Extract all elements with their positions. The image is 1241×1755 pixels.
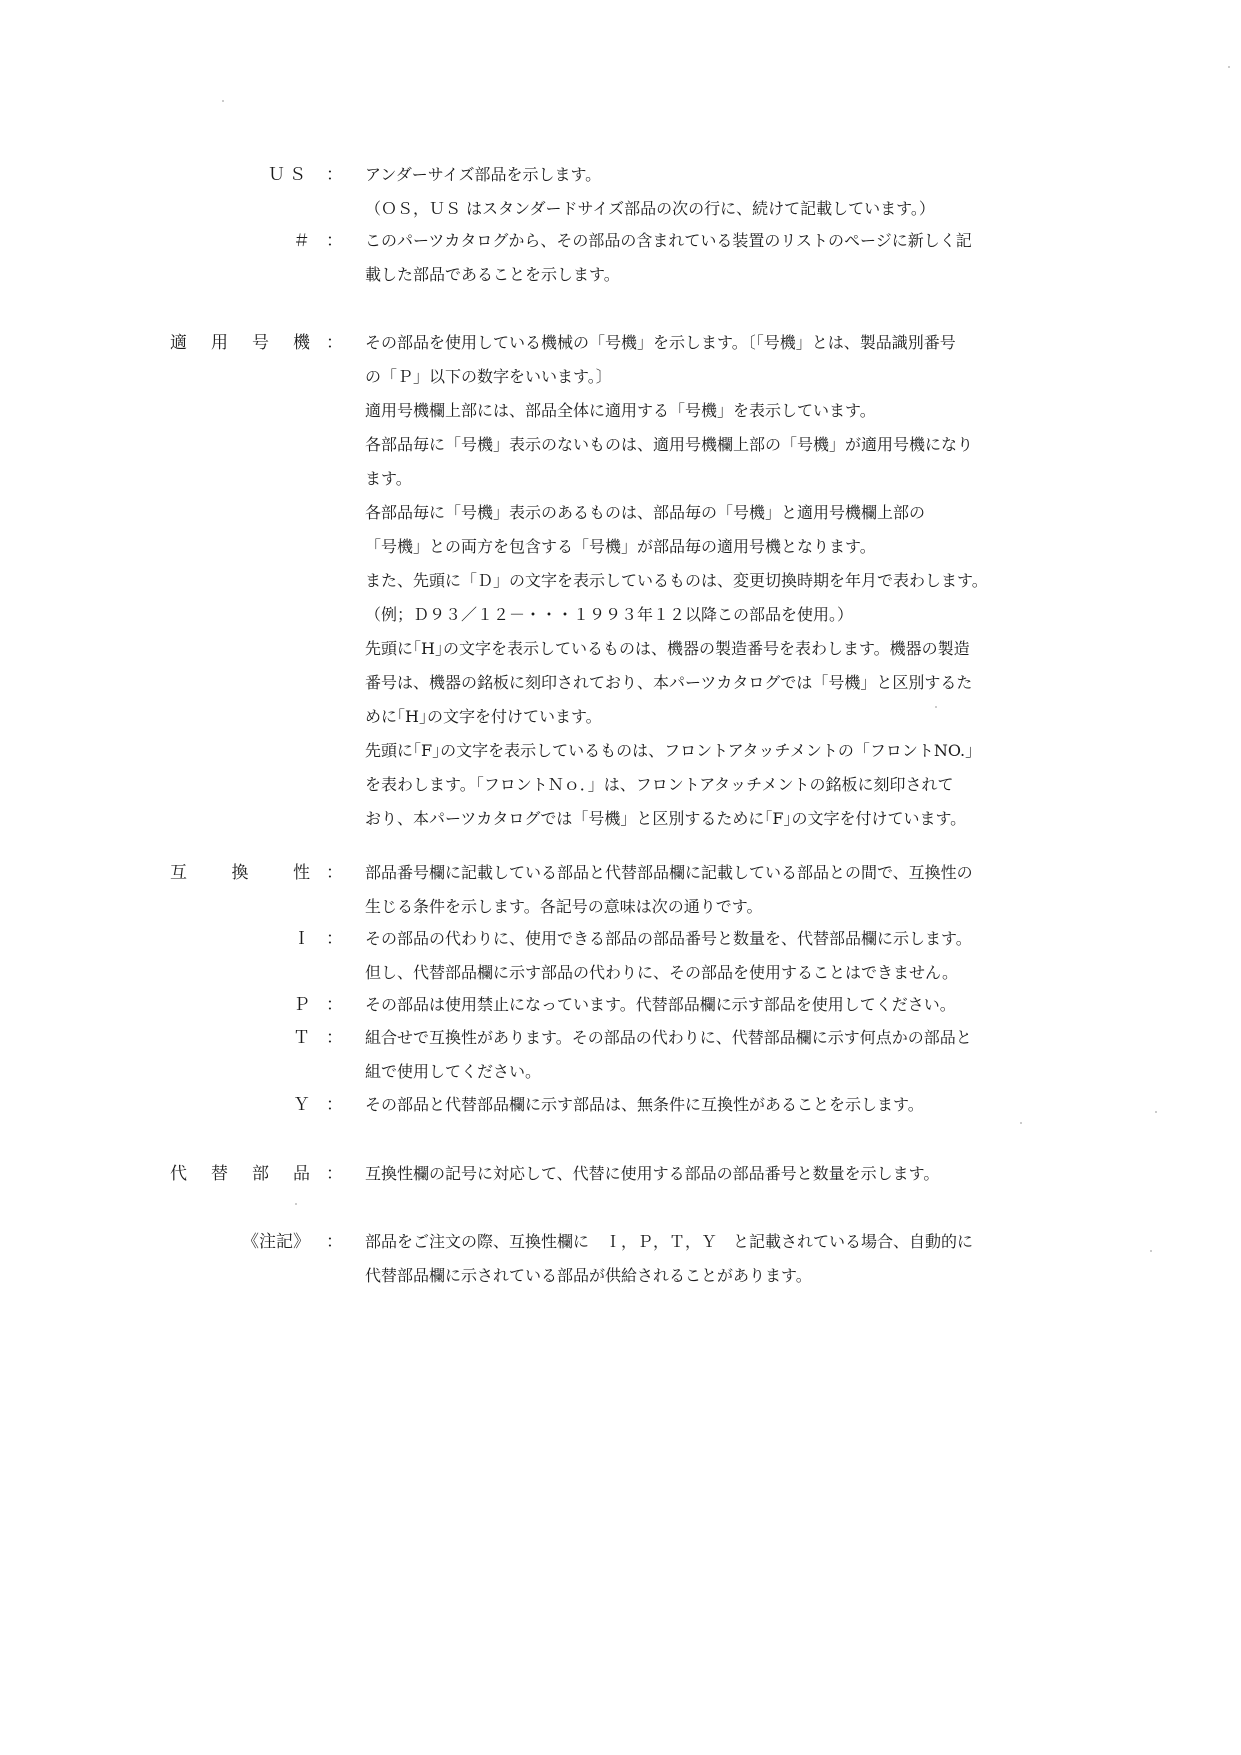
colon: ： (326, 863, 343, 883)
description-line: 「号機」との両方を包含する「号機」が部品毎の適用号機となります。 (365, 537, 876, 556)
description-compatibility (365, 856, 1125, 924)
description-line: アンダーサイズ部品を示します。 (365, 165, 602, 184)
description-line: その部品の代わりに、使用できる部品の部品番号と数量を、代替部品欄に示します。 (365, 929, 972, 948)
term-char: 機 (293, 333, 310, 353)
description-line: おり、本パーツカタログでは「号機」と区別するために｢F｣の文字を付けています。 (365, 809, 967, 828)
term-compatibility (170, 856, 310, 890)
description-note (365, 1225, 1125, 1293)
description-line: また、先頭に「Ｄ」の文字を表示しているものは、変更切換時期を年月で表わします。 (365, 571, 988, 590)
term-note: 《注記》 (242, 1232, 310, 1252)
term-char: 替 (211, 1164, 228, 1184)
description-line: （例；Ｄ９３／１２－・・・１９９３年１２以降この部品を使用。） (365, 605, 854, 624)
scan-speck (1020, 1122, 1022, 1124)
term-t: Ｔ (293, 1028, 310, 1048)
description-us (365, 158, 1125, 226)
description-y (365, 1088, 1125, 1122)
description-line: 各部品毎に「号機」表示のあるものは、部品毎の「号機」と適用号機欄上部の (365, 503, 926, 522)
description-line: の「Ｐ」以下の数字をいいます。〕 (365, 367, 612, 386)
description-applicable-machine (365, 326, 1125, 836)
term-char: 互 (170, 863, 187, 883)
description-line: その部品と代替部品欄に示す部品は、無条件に互換性があることを示します。 (365, 1095, 924, 1114)
scan-speck (295, 1203, 297, 1205)
colon: ： (326, 231, 343, 251)
term-char: 号 (252, 333, 269, 353)
scan-speck (935, 706, 937, 708)
term-char: 代 (170, 1164, 187, 1184)
description-line: 先頭に｢H｣の文字を表示しているものは、機器の製造番号を表わします。機器の製造 (365, 639, 970, 658)
description-line: その部品は使用禁止になっています。代替部品欄に示す部品を使用してください。 (365, 995, 956, 1014)
description-hash (365, 224, 1125, 292)
scan-speck (1155, 1111, 1157, 1113)
description-t (365, 1021, 1125, 1089)
term-substitute-part (170, 1157, 310, 1191)
description-line: 組で使用してください。 (365, 1062, 542, 1081)
description-i (365, 922, 1125, 990)
description-line: （ＯＳ，ＵＳ はスタンダードサイズ部品の次の行に、続けて記載しています。） (365, 199, 935, 218)
term-applicable-machine (170, 326, 310, 360)
description-line: 但し、代替部品欄に示す部品の代わりに、その部品を使用することはできません。 (365, 963, 958, 982)
scan-speck (1150, 1250, 1152, 1252)
colon: ： (326, 1232, 343, 1252)
description-line: その部品を使用している機械の「号機」を示します。〔「号機」とは、製品識別番号 (365, 333, 956, 352)
term-char: 用 (211, 333, 228, 353)
description-line: 適用号機欄上部には、部品全体に適用する「号機」を表示しています。 (365, 401, 876, 420)
colon: ： (326, 333, 343, 353)
term-char: 性 (293, 863, 310, 883)
description-line: を表わします。「フロントＮｏ．」は、フロントアタッチメントの銘板に刻印されて (365, 775, 954, 794)
term-hash: ＃ (293, 231, 310, 251)
term-us: ＵＳ (268, 165, 310, 185)
description-line: 互換性欄の記号に対応して、代替に使用する部品の部品番号と数量を示します。 (365, 1164, 940, 1183)
term-char: 品 (293, 1164, 310, 1184)
colon: ： (326, 995, 343, 1015)
description-line: このパーツカタログから、その部品の含まれている装置のリストのページに新しく記 (365, 231, 972, 250)
term-char: 部 (252, 1164, 269, 1184)
description-line: 各部品毎に「号機」表示のないものは、適用号機欄上部の「号機」が適用号機になり (365, 435, 974, 454)
description-line: 生じる条件を示します。各記号の意味は次の通りです。 (365, 897, 763, 916)
description-line: 代替部品欄に示されている部品が供給されることがあります。 (365, 1266, 812, 1285)
description-line: 番号は、機器の銘板に刻印されており、本パーツカタログでは「号機」と区別するた (365, 673, 973, 692)
description-line: 組合せで互換性があります。その部品の代わりに、代替部品欄に示す何点かの部品と (365, 1028, 972, 1047)
description-line: 先頭に｢F｣の文字を表示しているものは、フロントアタッチメントの「フロントNO.」 (365, 741, 982, 760)
description-line: めに｢H｣の文字を付けています。 (365, 707, 602, 726)
description-line: ます。 (365, 469, 412, 488)
colon: ： (326, 1095, 343, 1115)
term-p: Ｐ (293, 995, 310, 1015)
colon: ： (326, 165, 343, 185)
term-i: Ｉ (293, 929, 310, 949)
term-y: Ｙ (293, 1095, 310, 1115)
description-line: 載した部品であることを示します。 (365, 265, 620, 284)
description-line: 部品番号欄に記載している部品と代替部品欄に記載している部品との間で、互換性の (365, 863, 973, 882)
colon: ： (326, 1028, 343, 1048)
term-char: 適 (170, 333, 187, 353)
description-p (365, 988, 1125, 1022)
colon: ： (326, 1164, 343, 1184)
description-line: 部品をご注文の際、互換性欄に Ｉ，Ｐ，Ｔ，Ｙ と記載されている場合、自動的に (365, 1232, 974, 1251)
scan-speck (1228, 66, 1230, 68)
colon: ： (326, 929, 343, 949)
term-char: 換 (231, 863, 249, 883)
scan-speck (222, 100, 224, 102)
description-substitute-part (365, 1157, 1125, 1191)
